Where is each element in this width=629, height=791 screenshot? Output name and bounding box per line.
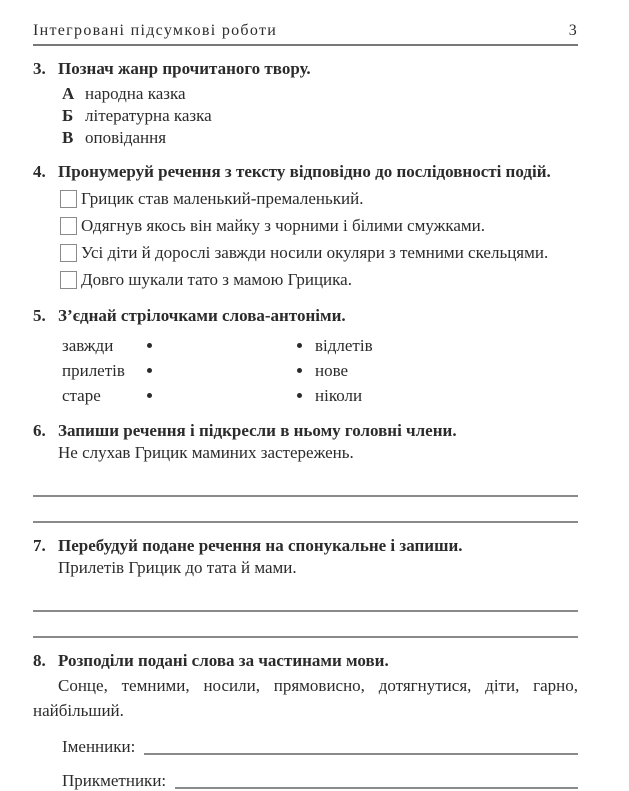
adjectives-field [62,771,578,791]
option-v[interactable] [62,127,578,149]
sequence-item [60,185,578,212]
answer-line[interactable] [175,773,578,789]
question-number: 7. [33,536,46,555]
match-right-word: нове [315,360,349,380]
question-title: Запиши речення і підкресли в ньому головні члени. [58,421,457,440]
source-sentence: Не слухав Грицик маминих застережень. [58,443,354,462]
answer-line[interactable] [33,463,578,497]
option-letter: А [62,84,75,103]
sequence-item-text: Усі діти й дорослі завжди носили окуляри з темними скельцями. [81,242,549,262]
source-sentence: Прилетів Грицик до тата й мами. [58,558,297,577]
bullet-dot-icon[interactable] [297,343,302,348]
option-a[interactable] [62,83,578,105]
answer-line[interactable] [144,739,578,755]
match-left-word: старе [62,385,101,405]
match-row [62,333,578,358]
question-title: З’єднай стрілочками слова-антоніми. [58,306,346,325]
question-number: 4. [33,162,46,181]
match-row [62,383,578,408]
question-number: 6. [33,421,46,440]
question-7 [33,535,578,638]
sequence-item-text: Довго шукали тато з мамою Грицика. [81,269,352,289]
sequence-checkbox[interactable] [60,244,77,262]
question-title: Перебудуй подане речення на спонукальне і запиши. [58,536,463,555]
answer-line[interactable] [33,578,578,612]
question-title: Пронумеруй речення з тексту відповідно до послідовності подій. [58,162,551,181]
question-3-options [62,83,578,149]
bullet-dot-icon[interactable] [147,393,152,398]
sequence-checkbox[interactable] [60,217,77,235]
question-5-match-area [62,333,578,408]
sequence-item [60,266,578,293]
word-list: Сонце, темними, носили, прямовисно, дотягнутися, діти, гарно, найбільший. [33,676,578,720]
question-title: Розподіли подані слова за частинами мови. [58,651,389,670]
question-title: Познач жанр прочитаного твору. [58,59,311,78]
question-4-items [60,185,578,293]
question-3 [33,58,578,149]
nouns-field [62,737,578,757]
option-letter: Б [62,106,74,125]
answer-line[interactable] [33,497,578,523]
question-5-heading [33,305,578,326]
question-3-heading [33,58,578,79]
header-title: Інтегровані підсумкові роботи [33,22,278,39]
sequence-item [60,212,578,239]
question-8-heading [33,650,578,671]
bullet-dot-icon[interactable] [147,343,152,348]
option-text: оповідання [85,128,167,147]
question-7-heading [33,535,578,556]
page-number: 3 [568,22,578,39]
question-number: 3. [33,59,46,78]
question-number: 8. [33,651,46,670]
sequence-item-text: Грицик став маленький-премаленький. [81,188,364,208]
sequence-item [60,239,578,266]
question-4 [33,161,578,293]
option-letter: В [62,128,74,147]
sequence-item-text: Одягнув якось він майку з чорними і білими смужками. [81,215,486,235]
option-text: літературна казка [85,106,212,125]
answer-line[interactable] [33,612,578,638]
question-4-heading [33,161,578,182]
match-right-word: відлетів [315,335,373,355]
adjectives-label: Прикметники: [62,771,167,790]
option-text: народна казка [85,84,186,103]
option-b[interactable] [62,105,578,127]
match-row [62,358,578,383]
question-number: 5. [33,306,46,325]
question-6-heading [33,420,578,441]
bullet-dot-icon[interactable] [297,368,302,373]
question-8 [33,650,578,791]
bullet-dot-icon[interactable] [297,393,302,398]
match-left-word: завжди [62,335,114,355]
page-header [33,22,578,46]
question-5 [33,305,578,408]
question-6 [33,420,578,523]
sequence-checkbox[interactable] [60,190,77,208]
sequence-checkbox[interactable] [60,271,77,289]
bullet-dot-icon[interactable] [147,368,152,373]
nouns-label: Іменники: [62,737,136,756]
match-right-word: ніколи [315,385,363,405]
match-left-word: прилетів [62,360,125,380]
